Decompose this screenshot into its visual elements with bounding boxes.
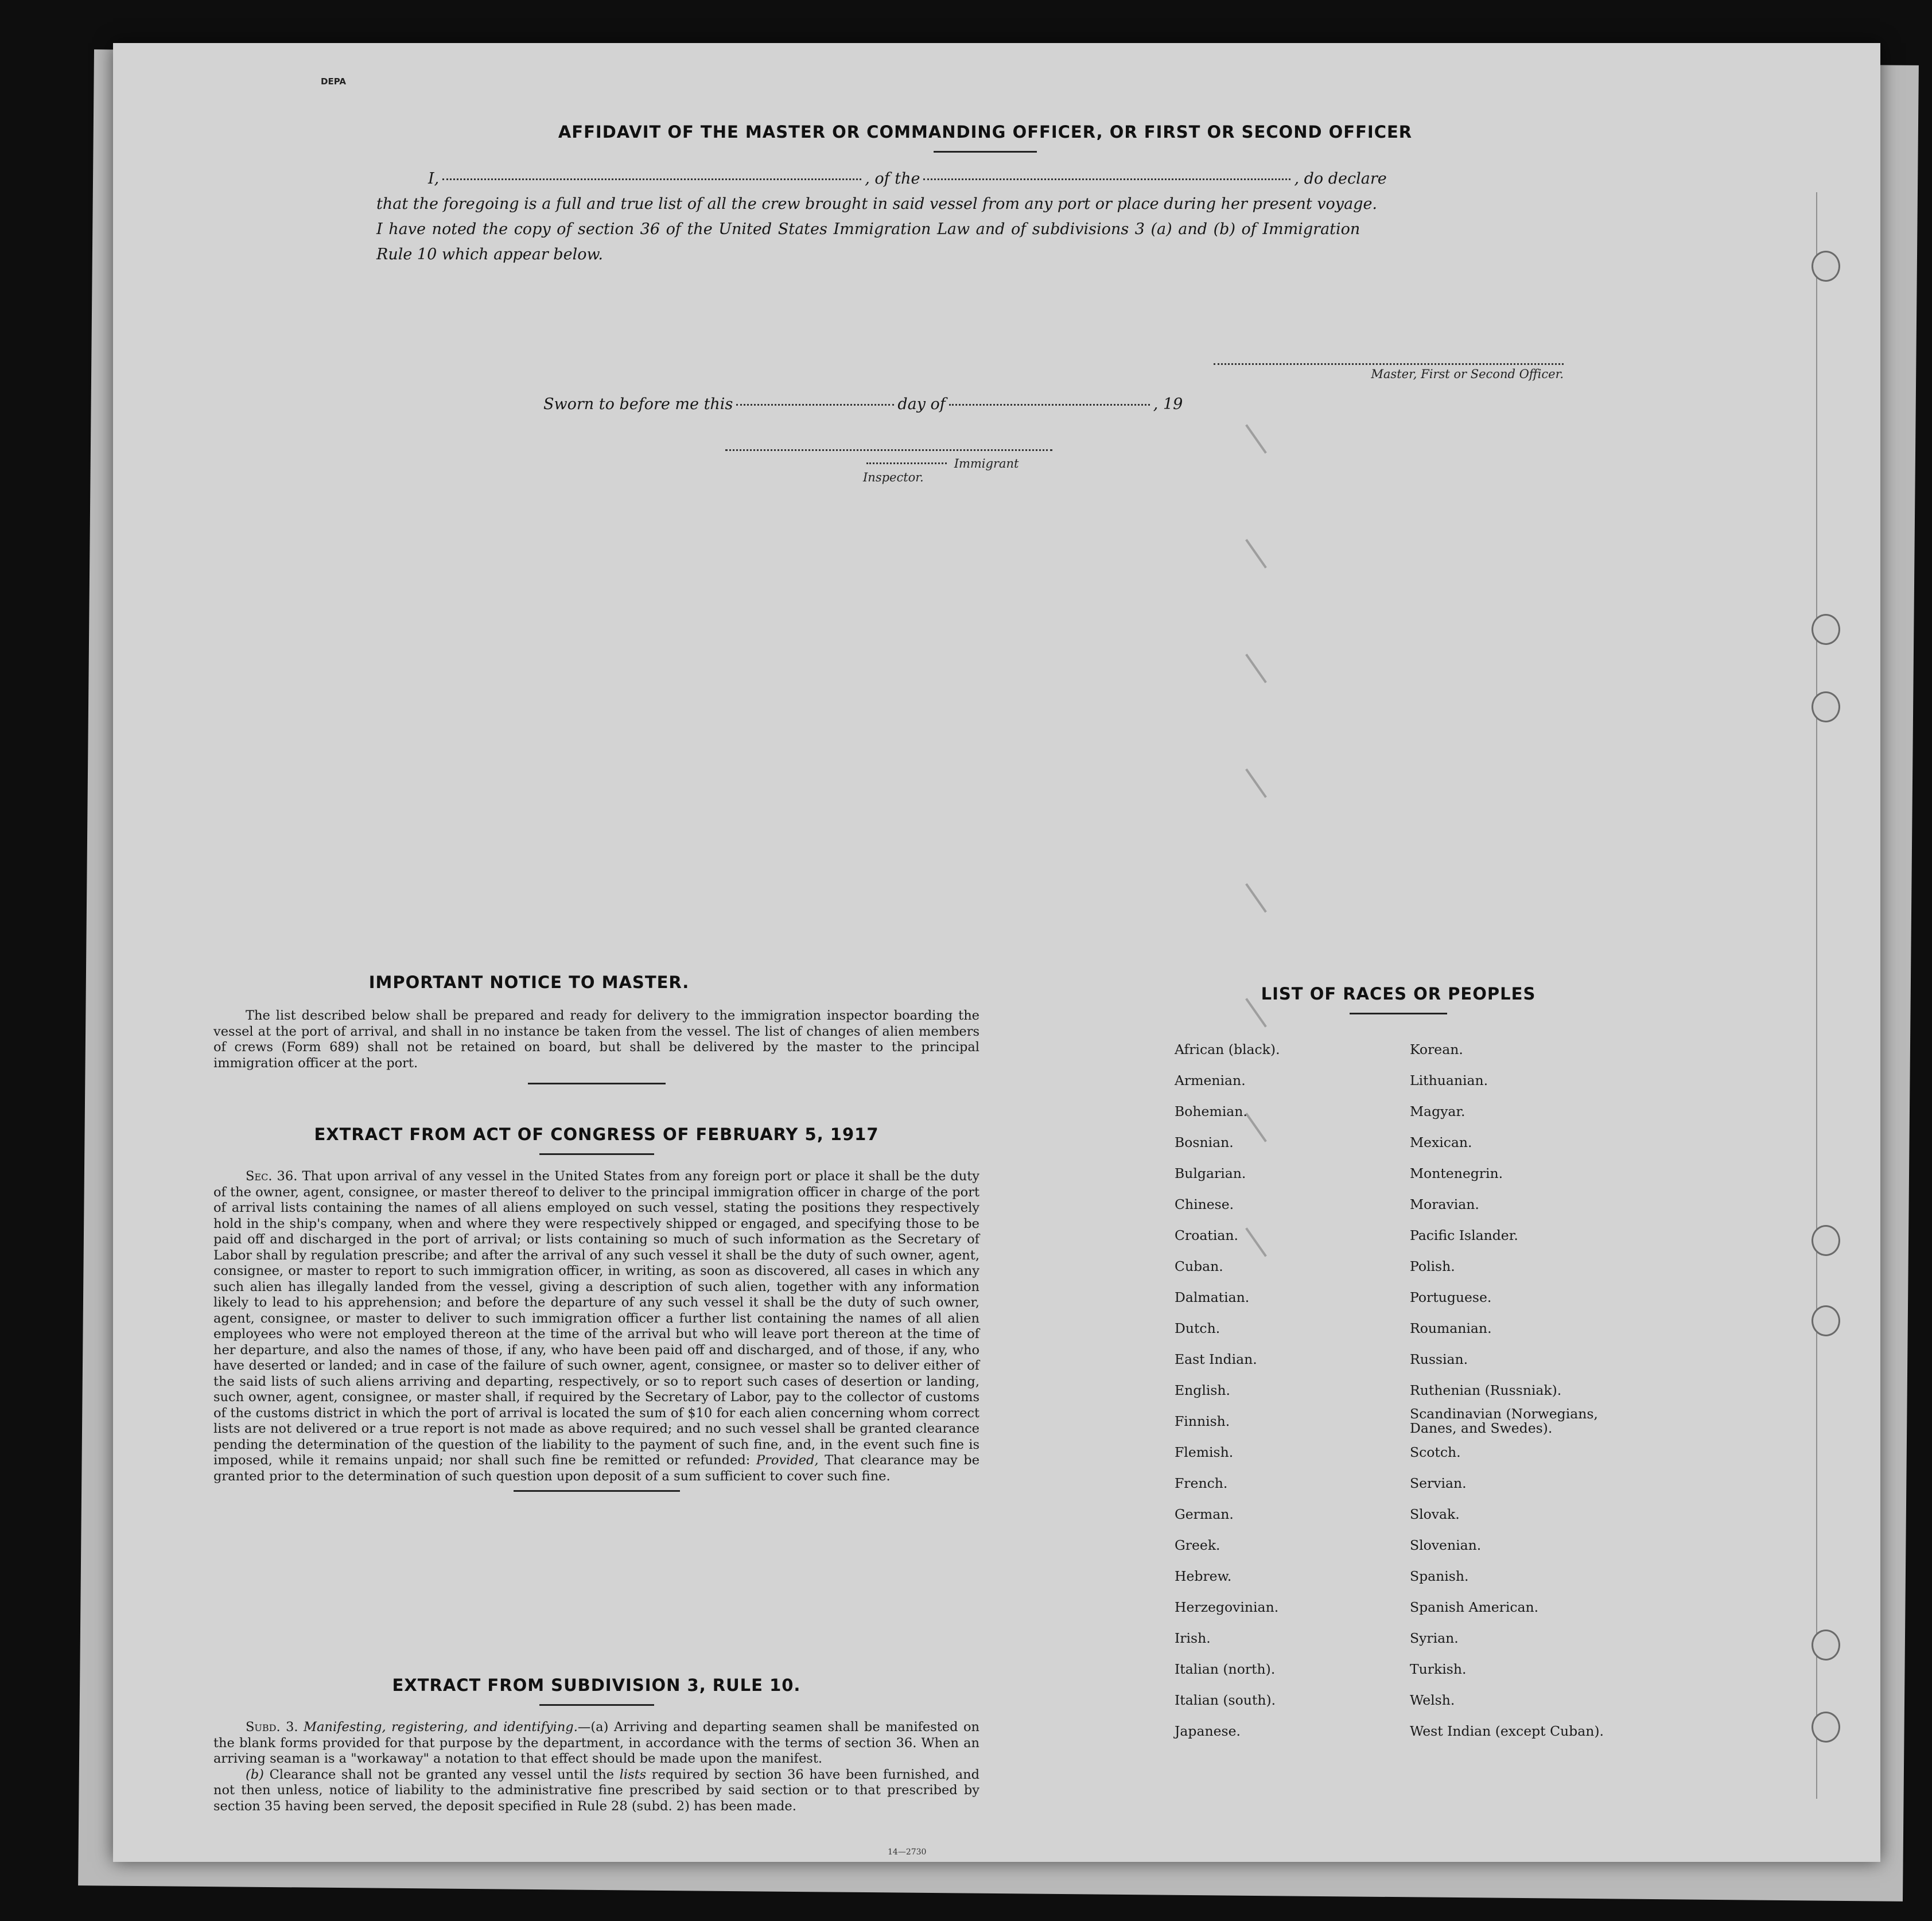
race-item: Chinese. — [1175, 1196, 1234, 1212]
races-title: LIST OF RACES OR PEOPLES — [1261, 984, 1536, 1004]
race-item: Bulgarian. — [1175, 1165, 1246, 1181]
subd-label: Subd. 3. — [246, 1720, 298, 1735]
race-item: English. — [1175, 1382, 1231, 1398]
act-end-rule — [514, 1490, 680, 1492]
act-body-end: That clearance may be granted prior to the determination of such question upon deposit of a sum sufficient to cover such fine. — [213, 1453, 980, 1484]
punch-hole — [1812, 1712, 1840, 1743]
sworn-day-of: day of — [897, 395, 946, 413]
sworn-start: Sworn to before me this — [543, 395, 733, 413]
declaration-line-2: that the foregoing is a full and true list of all the crew brought in said vessel from any port or place during her present voyage. — [376, 195, 1378, 213]
race-item: Portuguese. — [1410, 1289, 1492, 1305]
race-item: Magyar. — [1410, 1103, 1465, 1119]
race-item: Italian (south). — [1175, 1692, 1276, 1708]
subd-a-label: —(a) — [577, 1720, 609, 1735]
notice-rule — [528, 1083, 666, 1084]
races-left-column — [1175, 1034, 1404, 1747]
punch-hole — [1812, 614, 1840, 645]
act-body: That upon arrival of any vessel in the United States from any foreign port or place it shall be the duty of the owner, agent, consignee, or master thereof to deliver to the principal immigration officer in charge of the port of arrival lists containing the names of all aliens employed on such vessel, stating the positions they respectively hold in the ship's company, when and where they were respectively shipped or engaged, and specifying those to be paid off and discharged in the port of arrival; or lists containing so much of such information as the Secretary of Labor shall by regulation prescribe; and after the arrival of any such vessel it shall be the duty of such owner, agent, consignee, or master to report to such immigration officer, in writing, as soon as discovered, all cases in which any such alien has illegally landed from the vessel, giving a description of such alien, together with any information likely to lead to his apprehension; and before the departure of any such vessel it shall be the duty of such owner, agent, consignee, or master to deliver to such immigration officer a further list containing the names of all alien employees who were not employed thereon at the time of the arrival but who will leave port thereon at the time of her departure, and also the names of those, if any, who have been paid off and discharged, and of those, if any, who have deserted or landed; and in case of the failure of such owner, agent, consignee, or master so to deliver either of the said lists of such aliens arriving and departing, respectively, or so to report such cases of desertion or landing, such owner, agent, consignee, or master shall, if required by the Secretary of Labor, pay to the collector of customs of the customs district in which the port of arrival is located the sum of $10 for each alien concerning whom correct lists are not delivered or a true report is not made as above required; and no such vessel shall be granted clearance pending the determination of the question of the liability to the payment of such fine, and, in the event such fine is imposed, while it remains unpaid; nor shall such fine be remitted or refunded: — [213, 1169, 979, 1468]
vessel-blank — [923, 178, 1290, 180]
race-item: Ruthenian (Russniak). — [1410, 1382, 1562, 1398]
inspector-caption: Immigrant Inspector. — [863, 457, 1019, 484]
declare-end: , do declare — [1294, 170, 1387, 188]
race-item: Mexican. — [1410, 1134, 1472, 1150]
subd-a-text: Subd. 3. Manifesting, registering, and identifying.—(a) Arriving and departing seamen shall be manifested on the blank forms provided for that purpose by the department, in accordance with the terms of section 36. When an arriving seaman is a "workaway" a notation to that effect should be made upon the manifest. — [213, 1720, 979, 1766]
race-item: Dalmatian. — [1175, 1289, 1250, 1305]
race-item: Turkish. — [1410, 1661, 1467, 1677]
inspector-signature-line — [725, 449, 1052, 451]
race-item: Dutch. — [1175, 1320, 1220, 1336]
act-title: EXTRACT FROM ACT OF CONGRESS OF FEBRUARY 5, 1917 — [314, 1125, 879, 1144]
declare-i: I, — [428, 170, 440, 188]
punch-hole — [1812, 1305, 1840, 1336]
bleed-through-mark — [1245, 654, 1267, 683]
inspector-signature — [725, 449, 1052, 484]
master-signature-line — [1214, 363, 1564, 365]
race-item: Scotch. — [1410, 1444, 1461, 1460]
punch-hole — [1812, 1630, 1840, 1661]
notice-text: The list described below shall be prepared and ready for delivery to the immigration inspector boarding the vessel at the port of arrival, and shall in no instance be taken from the vessel. The list of changes of alien members of crews (Form 689) shall not be retained on board, but shall be delivered by the master to the principal immigration officer at the port. — [213, 1008, 979, 1071]
bleed-through-mark — [1245, 424, 1267, 453]
master-caption: Master, First or Second Officer. — [1371, 367, 1564, 381]
act-section — [213, 1125, 979, 1492]
race-item: Flemish. — [1175, 1444, 1234, 1460]
bleed-through-mark — [1245, 539, 1267, 568]
sworn-month-blank — [949, 404, 1150, 406]
act-text — [213, 1169, 979, 1484]
subd-b-label: (b) — [246, 1767, 264, 1782]
race-item: Polish. — [1410, 1258, 1455, 1274]
declaration-line-3: I have noted the copy of section 36 of the United States Immigration Law and of subdivisions 3 (a) and (b) of Immigration — [376, 220, 1360, 238]
rule10-title-rule — [539, 1704, 654, 1706]
lists-word: lists — [619, 1767, 647, 1782]
races-title-rule — [1350, 1013, 1447, 1014]
master-signature — [1214, 363, 1564, 381]
race-item: Spanish American. — [1410, 1599, 1539, 1615]
race-item: Roumanian. — [1410, 1320, 1492, 1336]
sworn-line — [543, 392, 1183, 417]
declare-of-the: , of the — [865, 170, 920, 188]
race-item: Hebrew. — [1175, 1568, 1232, 1584]
sworn-year: , 19 — [1153, 395, 1183, 413]
race-item: Moravian. — [1410, 1196, 1479, 1212]
race-item: Servian. — [1410, 1475, 1467, 1491]
inspector-prefix-dots — [866, 462, 947, 464]
provided-label: Provided, — [756, 1453, 819, 1468]
sworn-date-blank — [736, 404, 894, 406]
race-item: Greek. — [1175, 1537, 1220, 1553]
notice-title: IMPORTANT NOTICE TO MASTER. — [368, 973, 690, 992]
race-item: Slovenian. — [1410, 1537, 1482, 1553]
races-right-column — [1410, 1034, 1616, 1747]
race-item: Bosnian. — [1175, 1134, 1234, 1150]
race-item: Scandinavian (Norwegians, Danes, and Swedes). — [1410, 1406, 1598, 1436]
race-item: Japanese. — [1175, 1723, 1241, 1739]
race-item: Korean. — [1410, 1041, 1463, 1057]
affidavit-declaration — [376, 166, 1565, 267]
affidavit-title: AFFIDAVIT OF THE MASTER OR COMMANDING OFFICER, OR FIRST OR SECOND OFFICER — [558, 122, 1413, 142]
affidavit-section — [343, 122, 1628, 484]
title-rule — [934, 151, 1037, 153]
subd-b-text: (b) Clearance shall not be granted any vessel until the lists required by section 36 have been furnished, and not then unless, notice of liability to the administrative fine prescribed by said section or to that prescribed by section 35 having been served, the deposit specified in Rule 28 (subd. 2) has been made. — [213, 1767, 980, 1814]
punch-hole — [1812, 1225, 1840, 1256]
race-item: Irish. — [1175, 1630, 1211, 1646]
print-code: 14—2730 — [888, 1848, 927, 1857]
name-blank — [442, 178, 861, 180]
bleed-through-mark — [1245, 768, 1267, 798]
race-item: East Indian. — [1175, 1351, 1257, 1367]
race-item: German. — [1175, 1506, 1234, 1522]
notice-section — [213, 973, 979, 1084]
rule10-title: EXTRACT FROM SUBDIVISION 3, RULE 10. — [392, 1675, 801, 1695]
race-item: Finnish. — [1175, 1413, 1230, 1429]
affidavit-page — [113, 43, 1880, 1862]
race-item: Croatian. — [1175, 1227, 1238, 1243]
race-item: Armenian. — [1175, 1072, 1246, 1088]
race-item: Russian. — [1410, 1351, 1468, 1367]
declaration-line — [376, 166, 1565, 192]
punch-hole — [1812, 251, 1840, 282]
race-item: Pacific Islander. — [1410, 1227, 1518, 1243]
race-item: French. — [1175, 1475, 1228, 1491]
race-item: Montenegrin. — [1410, 1165, 1503, 1181]
race-item: Syrian. — [1410, 1630, 1459, 1646]
race-item: Italian (north). — [1175, 1661, 1276, 1677]
rule10-section — [213, 1675, 980, 1857]
stamp-fragment: DEPA — [321, 76, 346, 87]
race-item: Spanish. — [1410, 1568, 1469, 1584]
race-item: West Indian (except Cuban). — [1410, 1723, 1604, 1739]
punch-hole — [1812, 691, 1840, 722]
race-item: Bohemian. — [1175, 1103, 1247, 1119]
bleed-through-mark — [1245, 883, 1267, 912]
race-item: Lithuanian. — [1410, 1072, 1488, 1088]
races-section — [1166, 984, 1872, 1014]
race-item: Cuban. — [1175, 1258, 1223, 1274]
race-item: African (black). — [1175, 1041, 1280, 1057]
act-title-rule — [539, 1153, 654, 1155]
subd-heading: Manifesting, registering, and identifying. — [304, 1720, 578, 1735]
sec-label: Sec. 36. — [246, 1169, 298, 1184]
race-item: Herzegovinian. — [1175, 1599, 1279, 1615]
declaration-line-4: Rule 10 which appear below. — [376, 246, 603, 263]
race-item: Slovak. — [1410, 1506, 1460, 1522]
race-item: Welsh. — [1410, 1692, 1455, 1708]
